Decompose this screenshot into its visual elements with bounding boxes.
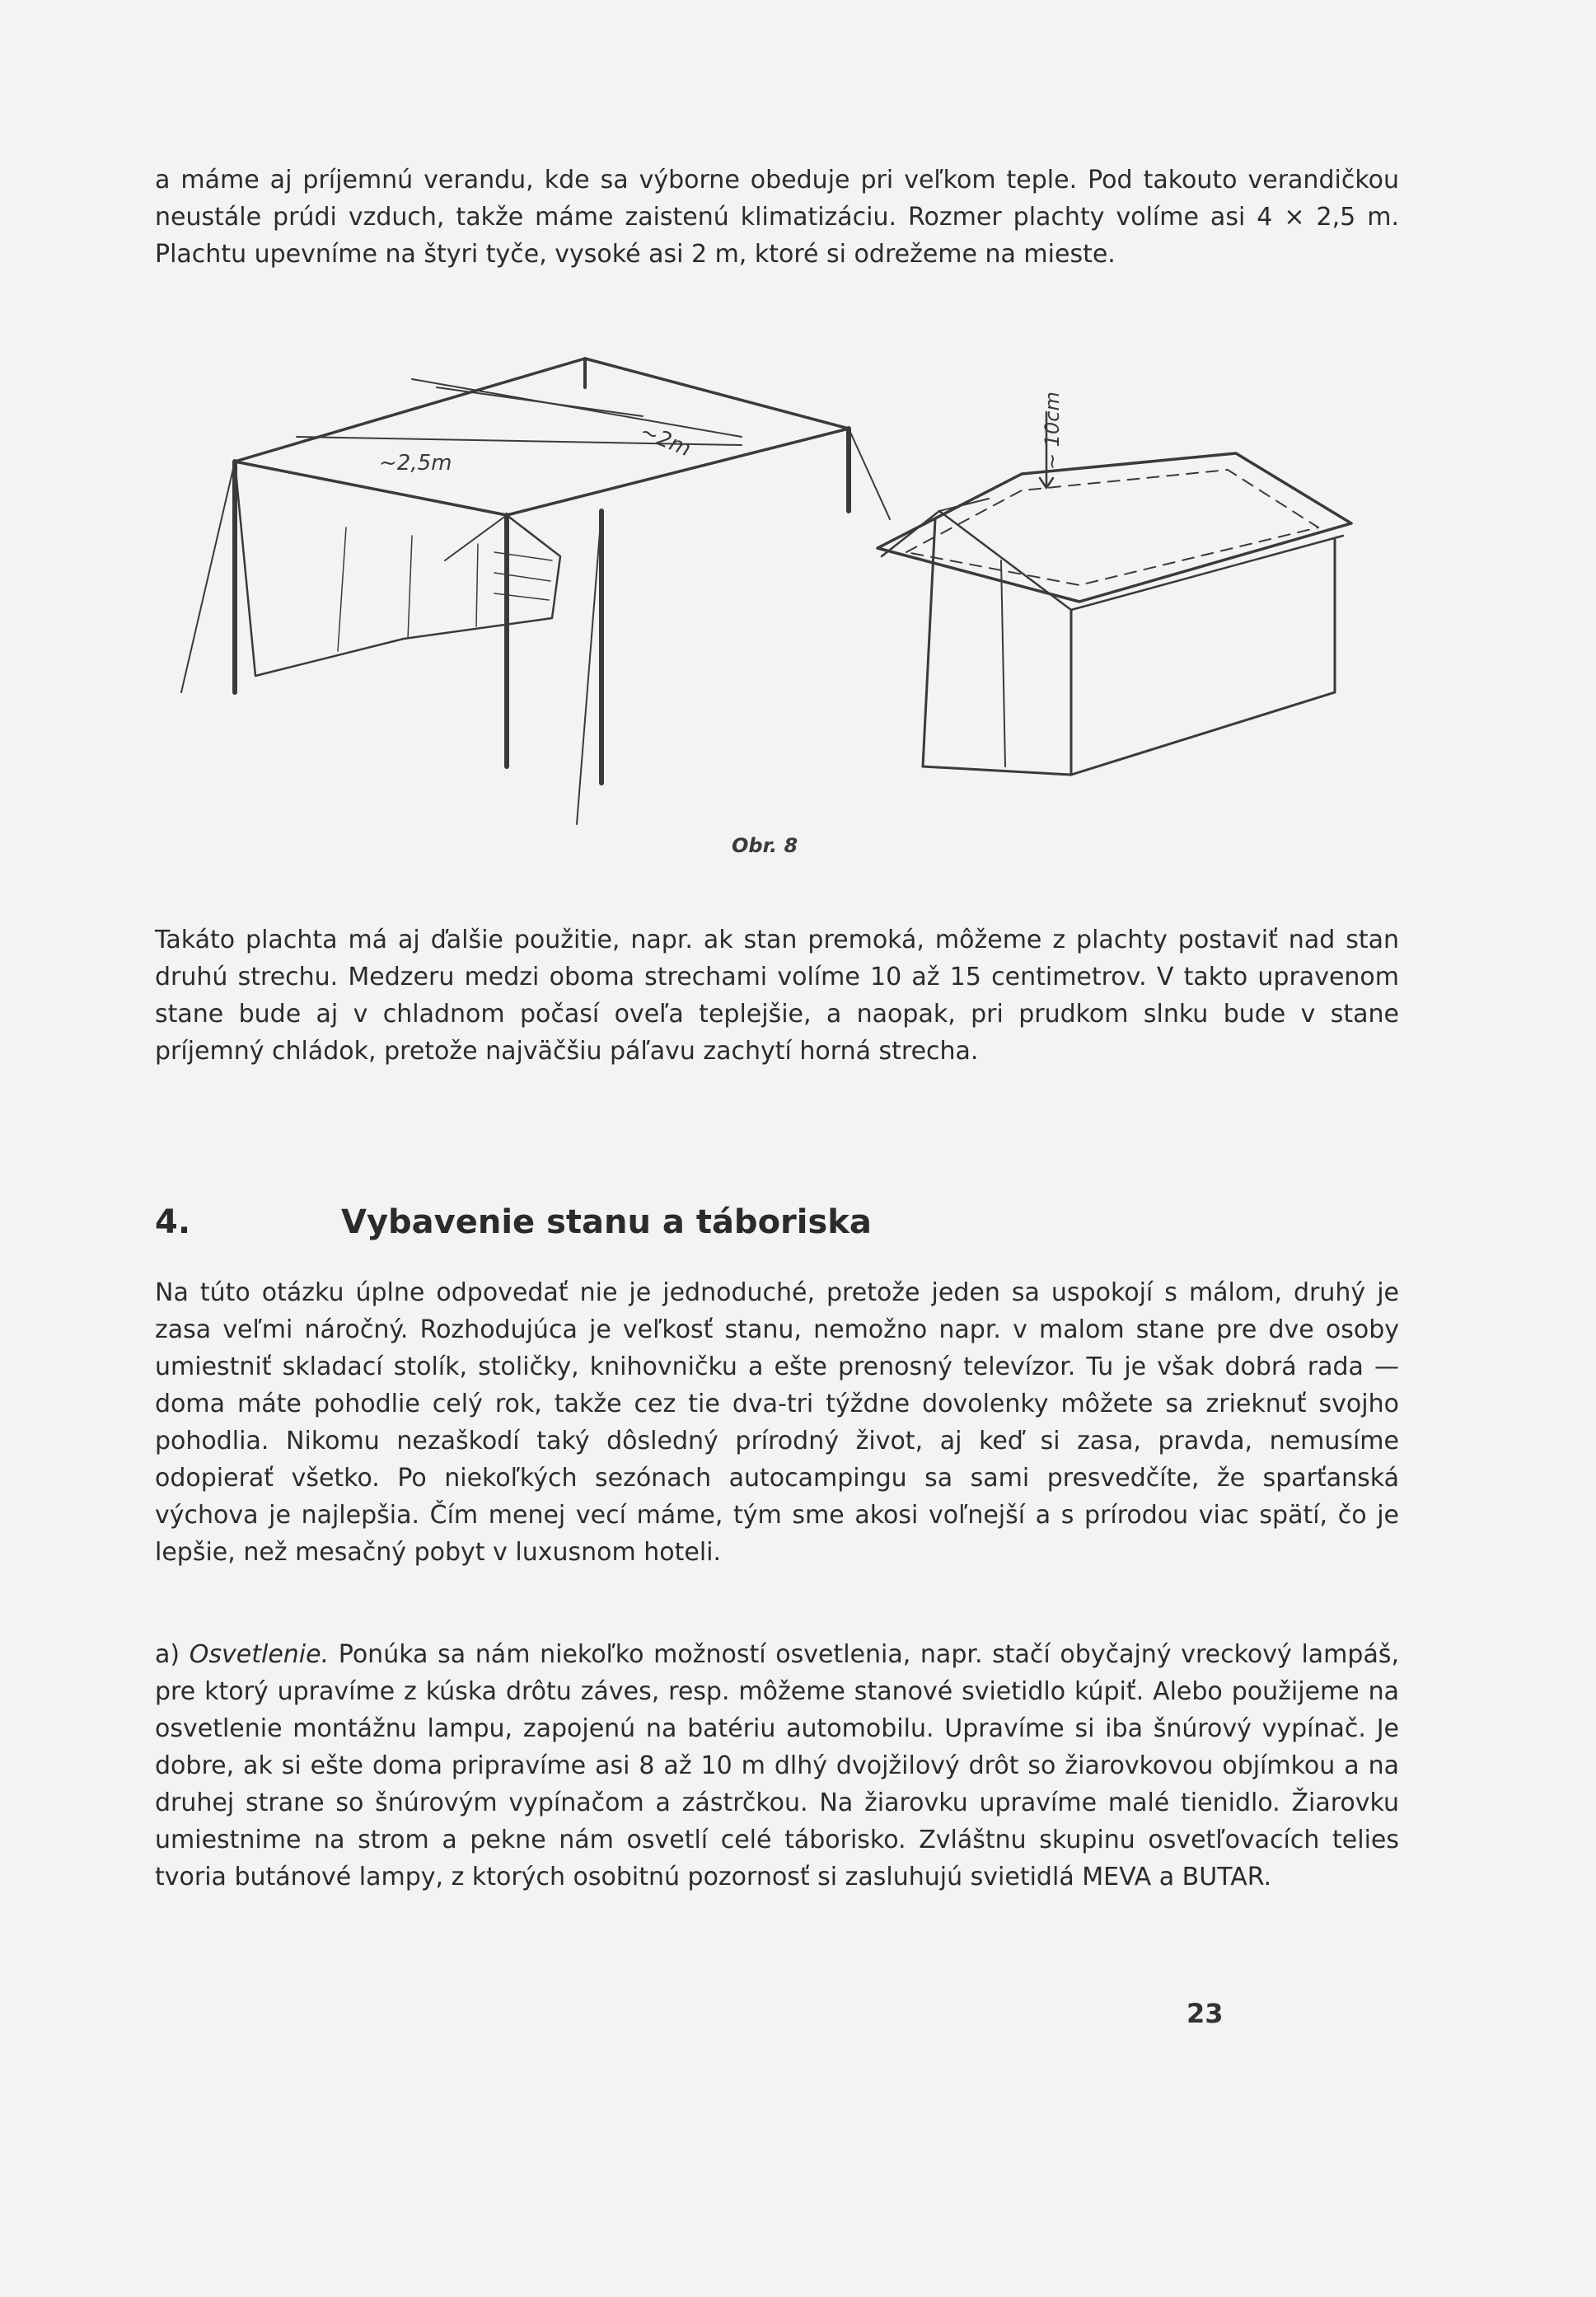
paragraph-veranda [155,162,1399,273]
lighting-text: Ponúka sa nám niekoľko možností osvetlenia, napr. stačí obyčajný vreckový lampáš, pre ktorý upravíme z kúska drôtu záves, resp. môžeme stanové svietidlo kúpiť. Alebo použijeme na osvetlenie montážnu lampu, zapojenú na batériu automobilu. Upravíme si iba šnúrový vypínač. Je dobre, ak si ešte doma pripravíme asi 8 až 10 m dlhý dvojžilový drôt so žiarovkovou objímkou a na druhej strane so šnúrovým vypínačom a zástrčkou. Na žiarovku upravíme malé tienidlo. Žiarovku umiestnime na strom a pekne nám osvetlí celé táborisko. Zvláštnu skupinu osvetľovacích telies tvoria butánové lampy, z ktorých osobitnú pozornosť si zasluhujú svietidlá MEVA a BUTAR. [155,1640,1399,1892]
figure-caption: Obr. 8 [732,834,798,857]
paragraph-text: a máme aj príjemnú verandu, kde sa výborne obeduje pri veľkom teple. Pod takouto verandičkou neustále prúdi vzduch, takže máme zaistenú klimatizáciu. Rozmer plachty volíme asi 4 × 2,5 m. Plachtu upevníme na štyri tyče, vysoké asi 2 m, ktoré si odrežeme na mieste. [155,166,1399,269]
section-heading [155,1202,1399,1243]
lighting-term: Osvetlenie. [189,1640,330,1669]
length-label: ~2m [636,419,695,462]
section-title: Vybavenie stanu a táboriska [341,1203,872,1241]
gap-label: ~ 10cm [1041,391,1064,470]
list-marker: a) [155,1640,190,1669]
paragraph-text: Na túto otázku úplne odpovedať nie je jednoduché, pretože jeden sa uspokojí s málom, druhý je zasa veľmi náročný. Rozhodujúca je veľkosť stanu, nemožno napr. v malom stane pre dve osoby umiestniť skladací stolík, stoličky, knihovničku a ešte prenosný televízor. Tu je však dobrá rada — doma máte pohodlie celý rok, takže cez tie dva-tri týždne dovolenky môžete sa zrieknuť svojho pohodlia. Nikomu nezaškodí taký dôsledný prírodný život, aj keď si zasa, pravda, nemusíme odopierať všetko. Po niekoľkých sezónach autocampingu sa sami presvedčíte, že sparťanská výchova je najlepšia. Čím menej vecí máme, tým sme akosi voľnejší a s prírodou viac spätí, čo je lepšie, než mesačný pobyt v luxusnom hoteli. [155,1278,1399,1567]
page-number: 23 [1186,1998,1224,2029]
paragraph-lighting [155,1636,1399,1896]
paragraph-text: Takáto plachta má aj ďalšie použitie, napr. ak stan premoká, môžeme z plachty postaviť nad stan druhú strechu. Medzeru medzi oboma strechami volíme 10 až 15 centimetrov. V takto upravenom stane bude aj v chladnom počasí oveľa teplejšie, a naopak, pri prudkom slnku bude v stane príjemný chládok, pretože najväčšiu páľavu zachytí horná strecha. [155,926,1399,1066]
section-number: 4. [155,1203,191,1241]
tent-illustration [165,346,1401,874]
tarp-canopy-drawing [181,359,890,824]
paragraph-second-roof [155,921,1399,1070]
tent-with-double-roof-drawing [878,412,1351,775]
paragraph-equipment-intro [155,1274,1399,1571]
paragraph-text [155,1636,1399,1896]
width-label: ~2,5m [379,451,452,476]
figure-8 [165,346,1401,874]
